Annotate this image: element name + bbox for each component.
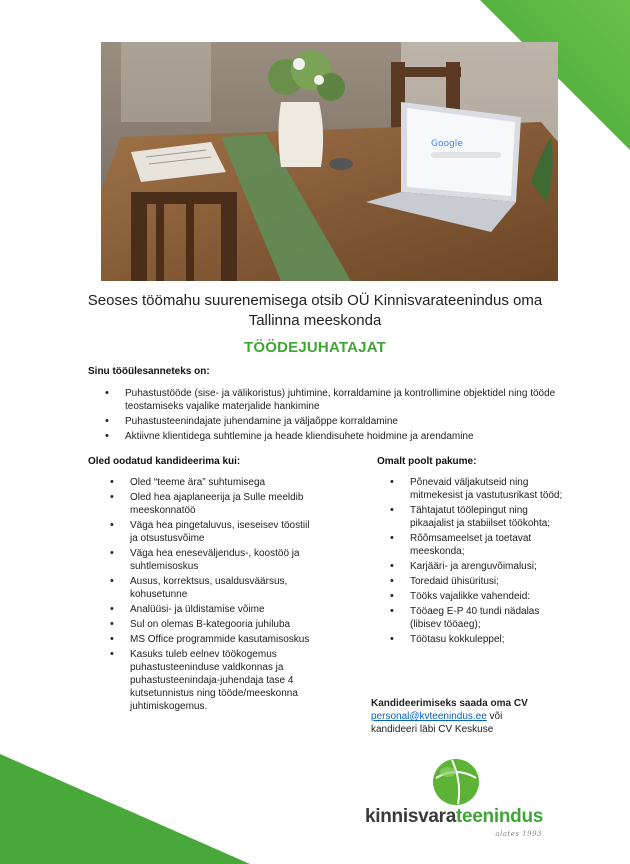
list-item: • Analüüsi- ja üldistamise võime — [110, 603, 310, 616]
logo-tagline: alates 1993 — [495, 830, 542, 838]
logo-wordmark — [365, 806, 543, 828]
apply-or: või — [486, 711, 503, 722]
list-item: • Puhastusteenindajate juhendamine ja väljaõppe korraldamine — [105, 415, 565, 428]
duties-title: Sinu tööülesanneteks on: — [88, 366, 210, 377]
headline-line-1: Seoses töömahu suurenemisega otsib OÜ Kinnisvarateenindus oma — [87, 292, 543, 309]
laptop-screen-text: Google — [431, 139, 463, 149]
list-item: • Tööks vajalikke vahendeid: — [390, 590, 570, 603]
company-logo — [360, 758, 560, 848]
expected-title: Oled oodatud kandideerima kui: — [88, 456, 241, 467]
duties-list — [105, 387, 565, 445]
logo-globe-icon — [432, 758, 480, 806]
list-item: • Tööaeg E-P 40 tundi nädalas (libisev tööaeg); — [390, 605, 570, 631]
list-item: • Põnevaid väljakutseid ning mitmekesist ja vastutusrikast tööd; — [390, 476, 570, 502]
offer-list — [390, 476, 570, 648]
logo-text-dark: kinnisvara — [365, 806, 456, 827]
list-item: • Oled hea ajaplaneerija ja Sulle meeldib meeskonnatöö — [110, 491, 310, 517]
list-item: • Tähtajatut töölepingut ning pikaajalist ja stabiilset töökohta; — [390, 504, 570, 530]
logo-text-green: teenindus — [456, 806, 544, 827]
email-link[interactable]: personal@kvteenindus.ee — [371, 711, 487, 722]
list-item: • Väga hea eneseväljendus-, koostöö ja suhtlemisoskus — [110, 547, 310, 573]
header-photo — [101, 42, 558, 281]
list-item: • Karjääri- ja arenguvõimalusi; — [390, 560, 570, 573]
expected-list — [110, 476, 310, 715]
list-item: • Toredaid ühisüritusi; — [390, 575, 570, 588]
headline-line-2: Tallinna meeskonda — [248, 312, 382, 329]
list-item: • Väga hea pingetaluvus, iseseisev töostiil ja otsustusvõime — [110, 519, 310, 545]
job-title: TÖÖDEJUHATAJAT — [244, 339, 386, 356]
list-item: • Ausus, korrektsus, usaldusväärsus, kohusetunne — [110, 575, 310, 601]
apply-cv-keskus: kandideeri läbi CV Keskuse — [371, 724, 494, 735]
list-item: • MS Office programmide kasutamisoskus — [110, 633, 310, 646]
list-item: • Oled “teeme ära” suhtumisega — [110, 476, 310, 489]
list-item: • Töötasu kokkuleppel; — [390, 633, 570, 646]
headline — [60, 291, 570, 331]
offer-title: Omalt poolt pakume: — [377, 456, 477, 467]
apply-heading: Kandideerimiseks saada oma CV — [371, 698, 528, 709]
apply-info — [371, 697, 571, 736]
list-item: • Aktiivne klientidega suhtlemine ja heade kliendisuhete hoidmine ja arendamine — [105, 430, 565, 443]
list-item: • Puhastustööde (sise- ja välikoristus) juhtimine, korraldamine ja kontrollimine objektidel ning tööde teostamiseks vajalike materjalide hankimine — [105, 387, 565, 413]
list-item: • Kasuks tuleb eelnev töökogemus puhastusteeninduse valdkonnas ja puhastusteenindaja-juhendaja tase 4 kutsetunnistus ning tööde/meeskonna juhtimiskogemus. — [110, 648, 310, 713]
list-item: • Sul on olemas B-kategooria juhiluba — [110, 618, 310, 631]
corner-decoration-bottom-left — [0, 754, 250, 864]
list-item: • Rõõmsameelset ja toetavat meeskonda; — [390, 532, 570, 558]
